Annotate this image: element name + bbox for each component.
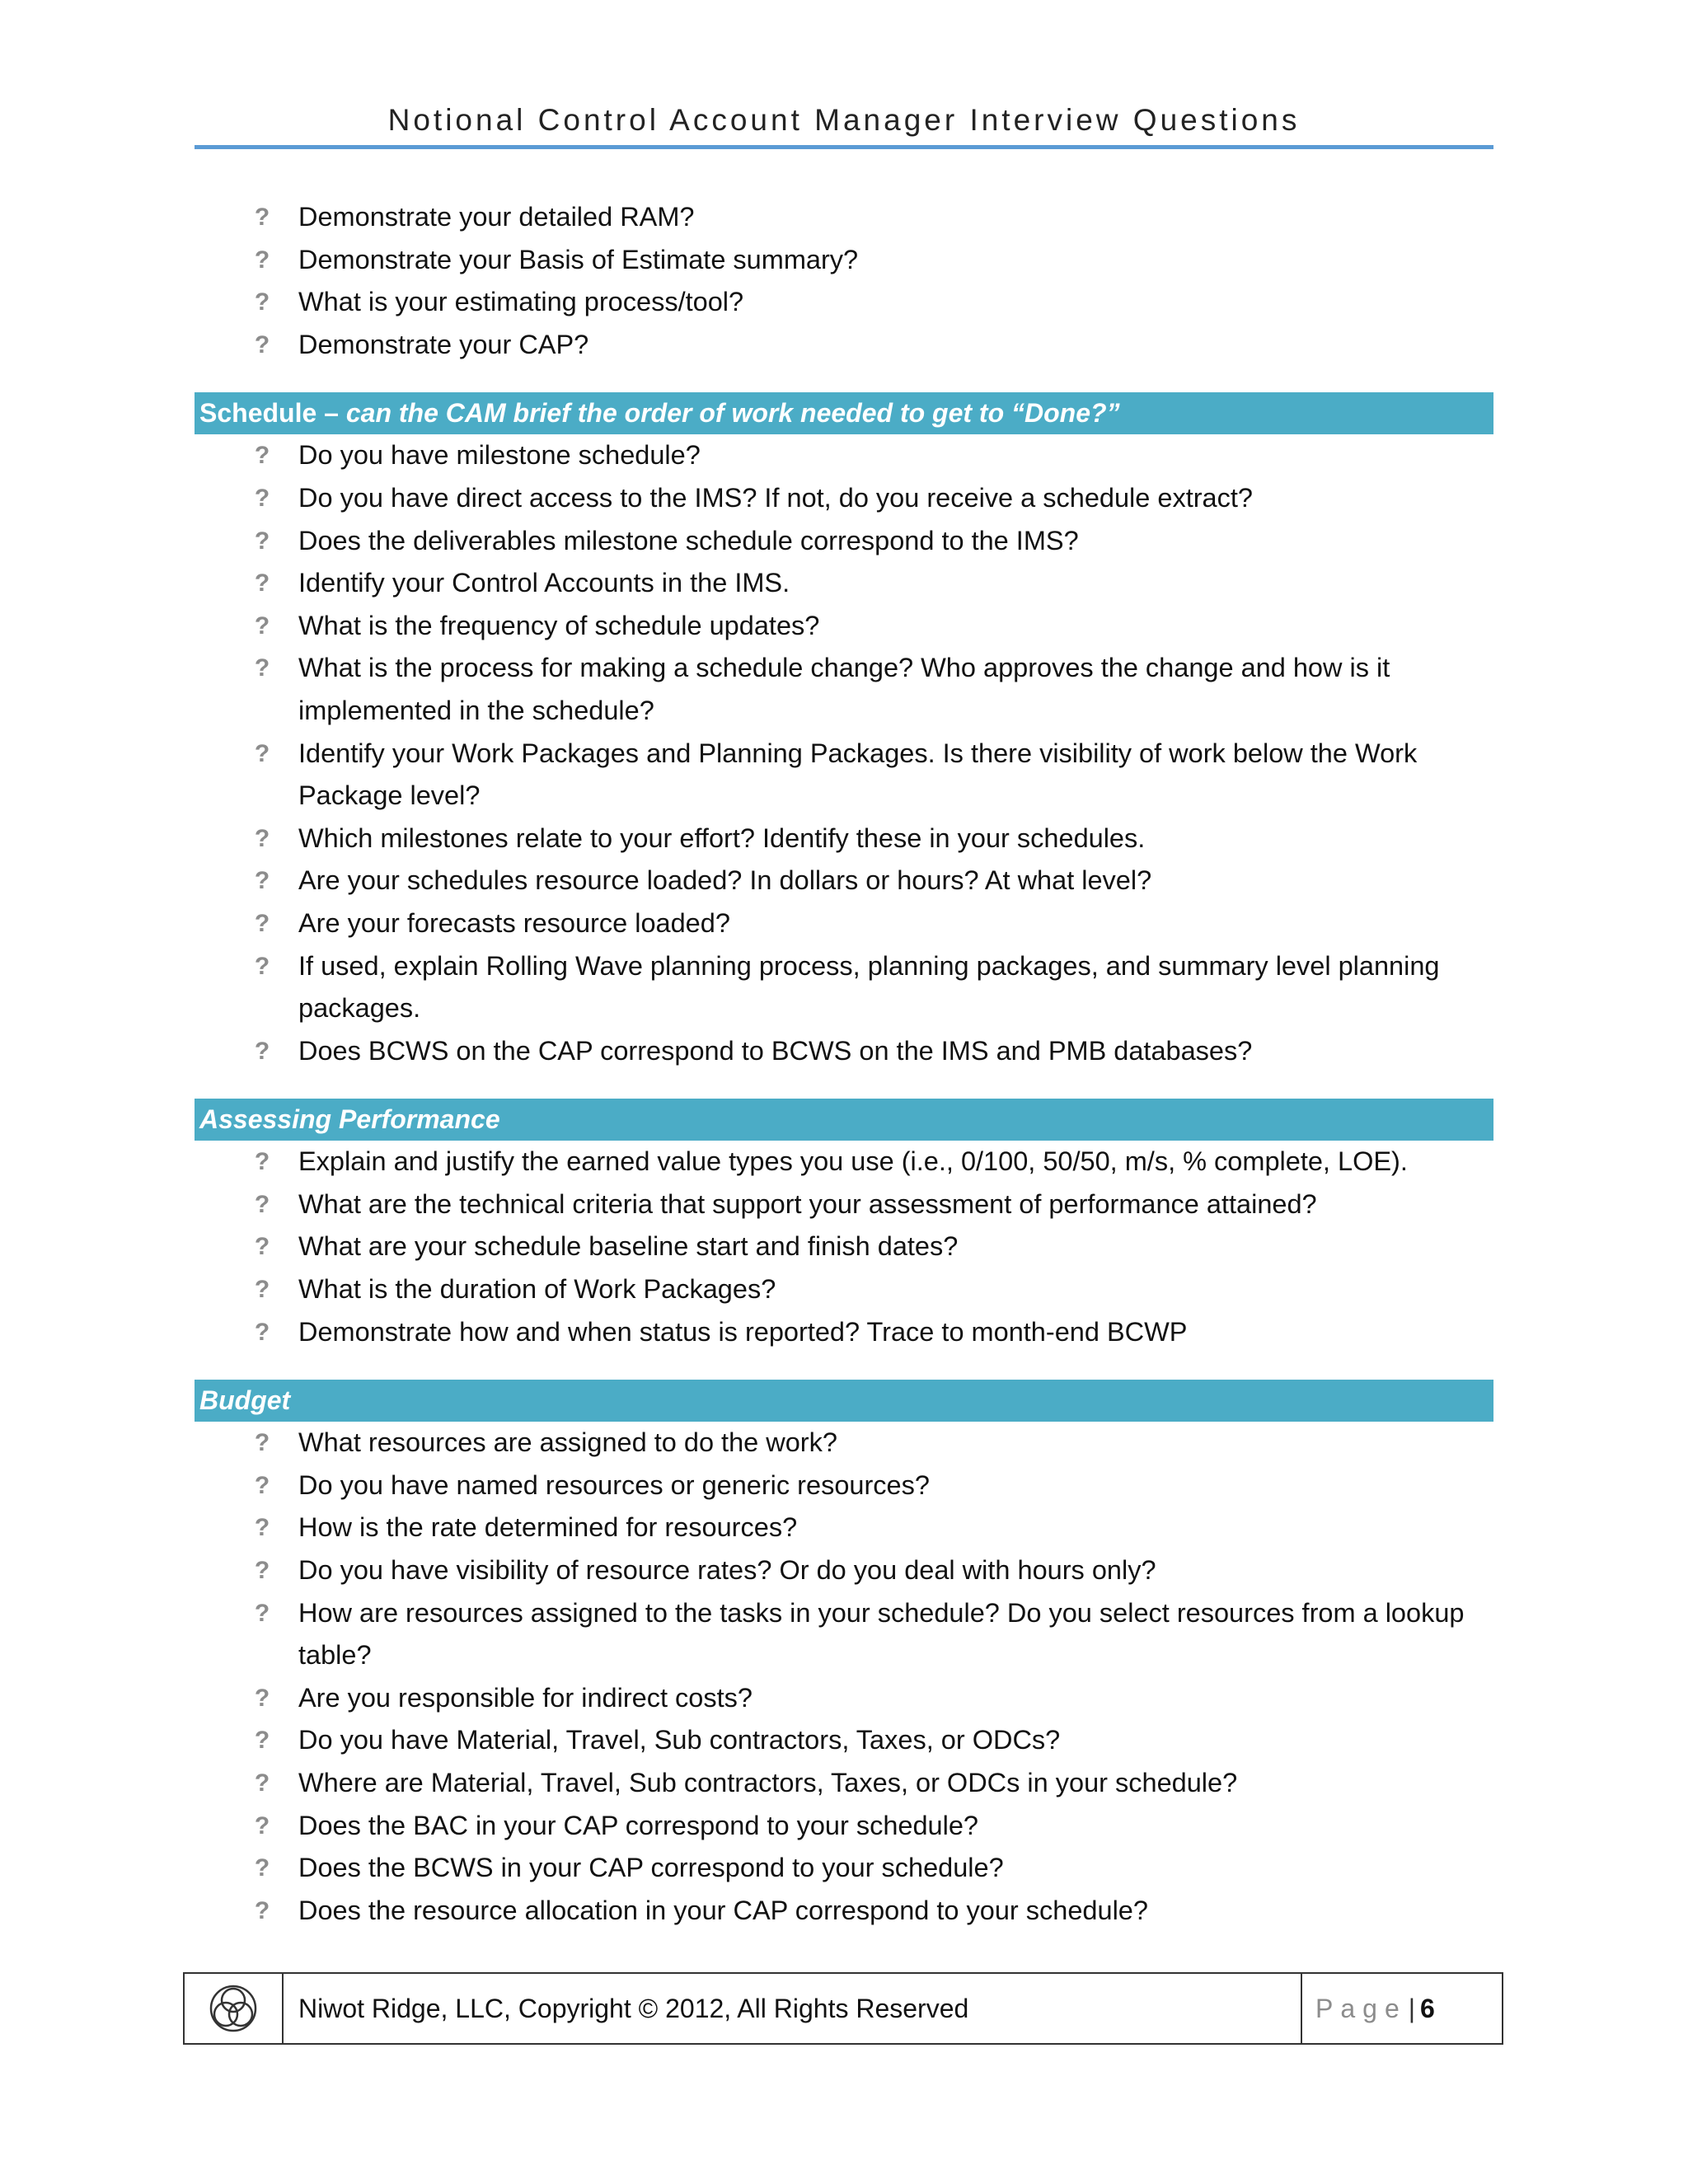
list-item	[195, 1311, 1493, 1354]
question-mark-icon: ?	[254, 1233, 270, 1261]
list-item	[195, 477, 1493, 520]
question-text: What is the duration of Work Packages?	[298, 1274, 776, 1305]
question-mark-icon: ?	[254, 288, 270, 316]
question-mark-icon: ?	[254, 1190, 270, 1218]
question-text: What are your schedule baseline start and finish dates?	[298, 1231, 959, 1262]
budget-question-list	[195, 1422, 1493, 1932]
question-mark-icon: ?	[254, 442, 270, 470]
list-item	[195, 562, 1493, 605]
list-item	[195, 434, 1493, 477]
list-item	[195, 1030, 1493, 1073]
question-text: What are the technical criteria that support your assessment of performance attained?	[298, 1188, 1317, 1219]
section-schedule	[195, 392, 1493, 1072]
question-mark-icon: ?	[254, 1318, 270, 1346]
question-text: Do you have milestone schedule?	[298, 440, 701, 471]
list-item	[195, 860, 1493, 902]
question-mark-icon: ?	[254, 1684, 270, 1712]
list-item	[195, 818, 1493, 860]
question-mark-icon: ?	[254, 1557, 270, 1585]
section-heading-budget: Budget	[195, 1380, 1493, 1422]
question-text: What is the process for making a schedule change? Who approves the change and how is it implemented in the schedule?	[298, 653, 1390, 725]
section-heading-assessing-performance: Assessing Performance	[195, 1099, 1493, 1141]
list-item	[195, 281, 1493, 324]
question-mark-icon: ?	[254, 612, 270, 640]
question-mark-icon: ?	[254, 952, 270, 980]
performance-question-list	[195, 1141, 1493, 1353]
list-item	[195, 1549, 1493, 1592]
question-text: Demonstrate your detailed RAM?	[298, 202, 695, 232]
list-item	[195, 324, 1493, 367]
question-mark-icon: ?	[254, 569, 270, 598]
list-item	[195, 605, 1493, 648]
question-mark-icon: ?	[254, 1769, 270, 1797]
list-item	[195, 902, 1493, 945]
question-text: Identify your Control Accounts in the IMS.	[298, 568, 790, 598]
list-item	[195, 1592, 1493, 1677]
question-mark-icon: ?	[254, 1854, 270, 1882]
list-item	[195, 647, 1493, 732]
question-text: Which milestones relate to your effort? Identify these in your schedules.	[298, 823, 1146, 853]
question-text: Demonstrate your Basis of Estimate summary?	[298, 244, 859, 274]
footer-logo-cell	[185, 1974, 284, 2043]
list-item	[195, 1226, 1493, 1268]
question-mark-icon: ?	[254, 1514, 270, 1542]
question-text: Explain and justify the earned value types you use (i.e., 0/100, 50/50, m/s, % complete, LOE).	[298, 1146, 1408, 1177]
list-item	[195, 1422, 1493, 1465]
question-text: Does BCWS on the CAP correspond to BCWS on the IMS and PMB databases?	[298, 1035, 1253, 1066]
question-text: Are you responsible for indirect costs?	[298, 1682, 753, 1713]
question-mark-icon: ?	[254, 1599, 270, 1627]
list-item	[195, 1141, 1493, 1183]
question-text: Do you have visibility of resource rates? Or do you deal with hours only?	[298, 1555, 1156, 1586]
schedule-question-list	[195, 434, 1493, 1072]
footer-copyright: Niwot Ridge, LLC, Copyright © 2012, All Rights Reserved	[284, 1974, 1302, 2043]
question-text: What resources are assigned to do the work?	[298, 1427, 837, 1458]
question-mark-icon: ?	[254, 204, 270, 231]
question-mark-icon: ?	[254, 527, 270, 555]
list-item	[195, 1890, 1493, 1933]
page-title: Notional Control Account Manager Interview Questions	[387, 103, 1301, 137]
section-budget	[195, 1380, 1493, 1932]
question-mark-icon: ?	[254, 1811, 270, 1840]
list-item	[195, 520, 1493, 563]
list-item	[195, 1465, 1493, 1507]
question-text: Do you have named resources or generic resources?	[298, 1469, 930, 1500]
list-item	[195, 1183, 1493, 1226]
document-body	[195, 196, 1493, 1932]
list-item	[195, 1268, 1493, 1311]
question-mark-icon: ?	[254, 1276, 270, 1304]
question-text: Are your schedules resource loaded? In dollars or hours? At what level?	[298, 865, 1152, 896]
section-heading-schedule	[195, 392, 1493, 434]
question-mark-icon: ?	[254, 867, 270, 895]
question-mark-icon: ?	[254, 1429, 270, 1457]
question-text: Are your forecasts resource loaded?	[298, 907, 730, 938]
page-footer	[183, 1972, 1503, 2045]
list-item	[195, 1805, 1493, 1848]
page-header	[195, 97, 1493, 149]
list-item	[195, 1847, 1493, 1890]
page-label: Page	[1315, 1993, 1407, 2023]
question-mark-icon: ?	[254, 654, 270, 682]
question-text: Where are Material, Travel, Sub contractors, Taxes, or ODCs in your schedule?	[298, 1768, 1238, 1797]
question-mark-icon: ?	[254, 1471, 270, 1499]
question-text: Demonstrate your CAP?	[298, 329, 589, 359]
question-mark-icon: ?	[254, 330, 270, 359]
list-item	[195, 1719, 1493, 1762]
question-text: What is the frequency of schedule updates?	[298, 610, 820, 640]
question-text: How is the rate determined for resources?	[298, 1512, 798, 1543]
section-subtitle: can the CAM brief the order of work needed to get to “Done?”	[345, 398, 1120, 429]
question-mark-icon: ?	[254, 1037, 270, 1065]
question-text: How are resources assigned to the tasks in your schedule? Do you select resources from a lookup table?	[298, 1597, 1465, 1671]
footer-page-info	[1302, 1974, 1502, 2043]
section-assessing-performance	[195, 1099, 1493, 1353]
question-text: Identify your Work Packages and Planning Packages. Is there visibility of work below the Work Package level?	[298, 738, 1418, 811]
page-separator: |	[1408, 1993, 1416, 2023]
question-text: Demonstrate how and when status is reported? Trace to month-end BCWP	[298, 1316, 1188, 1347]
question-text: Does the deliverables milestone schedule correspond to the IMS?	[298, 525, 1079, 555]
question-text: Does the BCWS in your CAP correspond to your schedule?	[298, 1853, 1004, 1883]
question-text: What is your estimating process/tool?	[298, 287, 744, 317]
question-text: Does the BAC in your CAP correspond to your schedule?	[298, 1810, 978, 1840]
intro-question-list	[195, 196, 1493, 366]
question-mark-icon: ?	[254, 1727, 270, 1755]
question-mark-icon: ?	[254, 484, 270, 512]
list-item	[195, 945, 1493, 1030]
question-text: If used, explain Rolling Wave planning process, planning packages, and summary level planning packages.	[298, 950, 1440, 1024]
question-mark-icon: ?	[254, 1148, 270, 1176]
interlocking-rings-logo-icon	[208, 1983, 259, 2034]
list-item	[195, 239, 1493, 282]
question-text: Does the resource allocation in your CAP correspond to your schedule?	[298, 1895, 1148, 1925]
question-mark-icon: ?	[254, 909, 270, 937]
section-title: Schedule –	[199, 398, 346, 429]
question-text: Do you have direct access to the IMS? If not, do you receive a schedule extract?	[298, 482, 1253, 513]
list-item	[195, 1677, 1493, 1720]
list-item	[195, 1507, 1493, 1549]
question-mark-icon: ?	[254, 739, 270, 767]
question-mark-icon: ?	[254, 824, 270, 852]
page-number: 6	[1420, 1993, 1435, 2023]
list-item	[195, 733, 1493, 818]
question-mark-icon: ?	[254, 246, 270, 274]
question-text: Do you have Material, Travel, Sub contractors, Taxes, or ODCs?	[298, 1725, 1061, 1755]
question-mark-icon: ?	[254, 1896, 270, 1924]
list-item	[195, 196, 1493, 239]
list-item	[195, 1762, 1493, 1805]
